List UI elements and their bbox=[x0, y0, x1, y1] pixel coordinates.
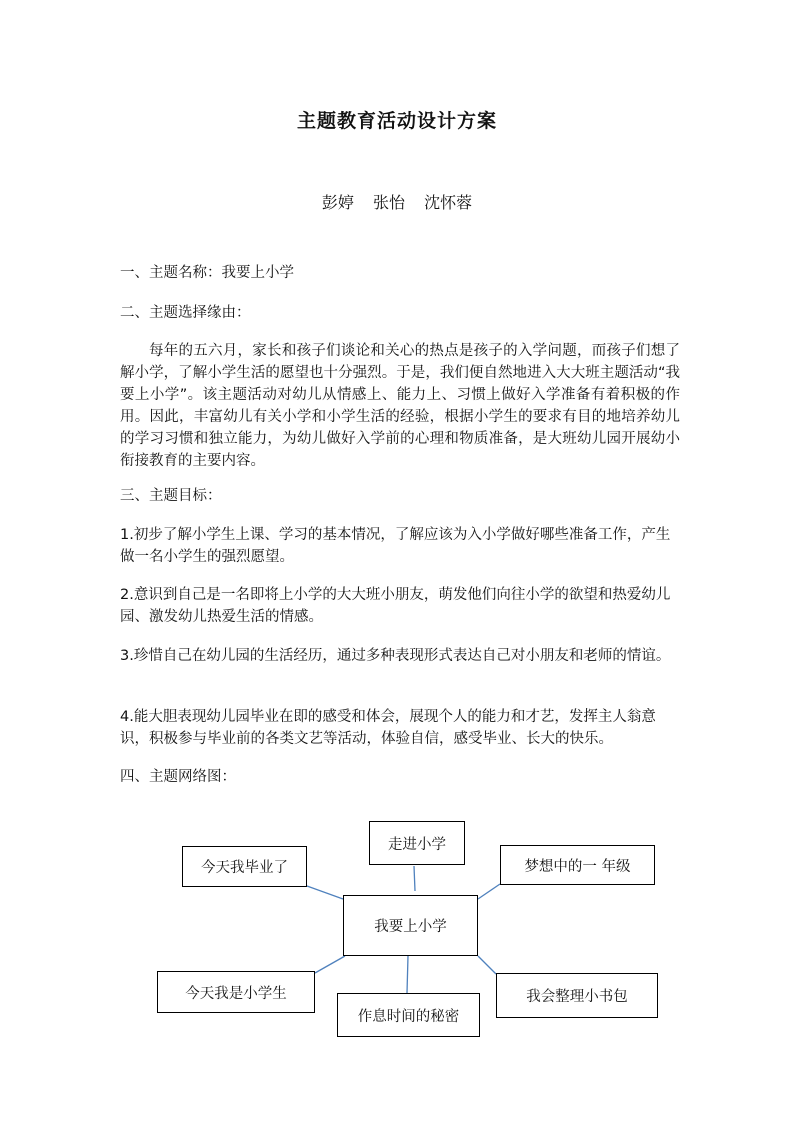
node-box-bottom-left bbox=[157, 971, 315, 1013]
connector-bottom bbox=[407, 956, 408, 993]
page-title: 主题教育活动设计方案 bbox=[296, 110, 497, 132]
author-name: 张怡 bbox=[372, 193, 405, 212]
node-box-top-right bbox=[500, 845, 655, 885]
node-box-top-left bbox=[182, 846, 307, 887]
section-2-heading: 二、主题选择缘由： bbox=[120, 305, 251, 321]
author-name: 彭婷 bbox=[321, 193, 354, 212]
section-2-paragraph: 每年的五六月，家长和孩子们谈论和关心的热点是孩子的入学问题，而孩子们想了解小学，了解小学生活的愿望也十分强烈。于是，我们便自然地进入大大班主题活动“我要上小学”。该主题活动对幼儿从情感上、能力上、习惯上做好入学准备有着积极的作用。因此，丰富幼儿有关小学和小学生活的经验，根据小学生的要求有目的地培养幼儿的学习习惯和独立能力，为幼儿做好入学前的心理和物质准备，是大班幼儿园开展幼小衔接教育的主要内容。 bbox=[120, 343, 680, 469]
connector-top-right bbox=[478, 884, 500, 899]
goal-item: 3.珍惜自己在幼儿园的生活经历，通过多种表现形式表达自己对小朋友和老师的情谊。 bbox=[120, 648, 671, 664]
node-label: 我会整理小书包 bbox=[526, 989, 628, 1005]
goal-item: 1.初步了解小学生上课、学习的基本情况，了解应该为入小学做好哪些准备工作，产生做一名小学生的强烈愿望。 bbox=[120, 527, 671, 565]
node-label: 今天我是小学生 bbox=[185, 985, 287, 1002]
section-3-heading: 三、主题目标： bbox=[120, 488, 222, 504]
goal-item: 4.能大胆表现幼儿园毕业在即的感受和体会，展现个人的能力和才艺，发挥主人翁意识，积极参与毕业前的各类文艺等活动，体验自信，感受毕业、长大的快乐。 bbox=[120, 709, 656, 747]
goal-item: 2.意识到自己是一名即将上小学的大大班小朋友，萌发他们向往小学的欲望和热爱幼儿园、激发幼儿热爱生活的情感。 bbox=[120, 587, 671, 625]
section-4-heading: 四、主题网络图： bbox=[120, 769, 236, 785]
node-label: 梦想中的一 年级 bbox=[524, 858, 631, 875]
connector-top bbox=[414, 866, 415, 891]
node-box-bottom bbox=[337, 993, 480, 1037]
node-box-top bbox=[369, 821, 465, 865]
center-node-box bbox=[343, 895, 478, 956]
connector-top-left bbox=[307, 886, 343, 899]
section-1-heading: 一、主题名称：我要上小学 bbox=[120, 265, 294, 281]
connector-bottom-right bbox=[478, 956, 496, 974]
author-name: 沈怀蓉 bbox=[424, 193, 473, 212]
connector-bottom-left bbox=[315, 956, 345, 973]
node-label: 作息时间的秘密 bbox=[357, 1008, 460, 1025]
node-box-bottom-right bbox=[496, 973, 658, 1018]
center-node-label: 我要上小学 bbox=[374, 919, 447, 935]
node-label: 今天我毕业了 bbox=[201, 860, 288, 876]
node-label: 走进小学 bbox=[388, 836, 446, 853]
